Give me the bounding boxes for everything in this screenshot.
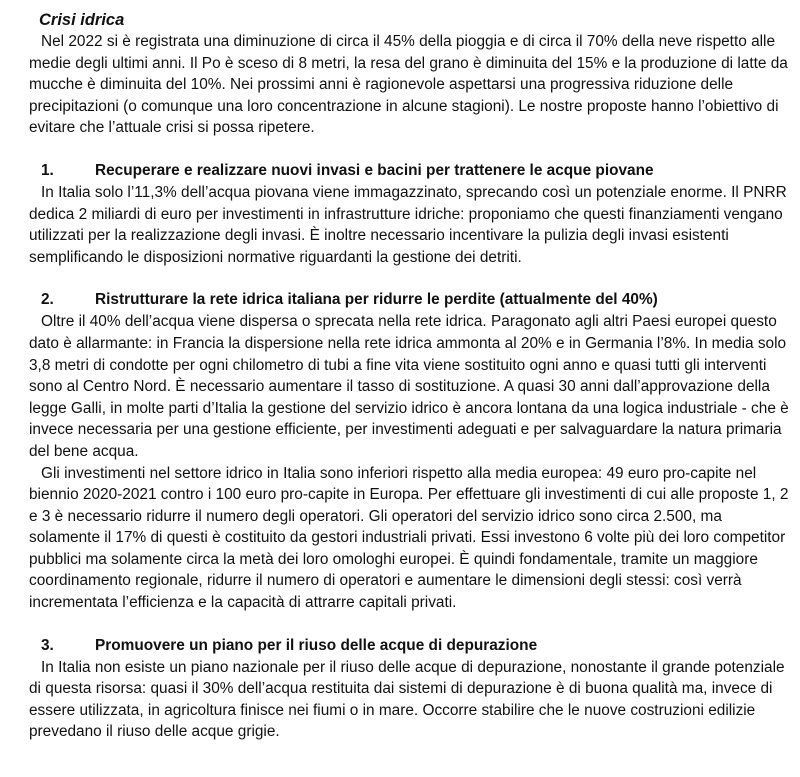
section-paragraph: Oltre il 40% dell’acqua viene dispersa o sprecata nella rete idrica. Paragonato agli altri Paesi europei questo dato è allarmante: in Francia la dispersione nella rete idrica ammonta al 20% e in Germania l’8%. In media solo 3,8 metri di condotte per ogni chilometro di tubi a fine vita viene sostituito ogni anno e quasi tutti gli interventi sono al Centro Nord. È necessario aumentare il tasso di sostituzione. A quasi 30 anni dall’approvazione della legge Galli, in molte parti d’Italia la gestione del servizio idrico è ancora lontana da una logica industriale - che è invece necessaria per una gestione efficiente, per investimenti adeguati e per salvaguardare la natura primaria del bene acqua.	[29, 313, 789, 460]
section-paragraph: In Italia non esiste un piano nazionale per il riuso delle acque di depurazione, nonostante il grande potenziale di questa risorsa: quasi il 30% dell’acqua restituita dai sistemi di depurazione è di buona qualità ma, invece di essere utilizzata, in agricoltura finisce nei fiumi o in mare. Occorre stabilire che le nuove costruzioni edilizie prevedano il riuso delle acque grigie.	[29, 658, 785, 741]
section-title: Ristrutturare la rete idrica italiana per ridurre le perdite (attualmente del 40%)	[95, 291, 658, 309]
section-1	[29, 160, 791, 268]
section-paragraph: In Italia solo l’11,3% dell’acqua piovana viene immagazzinato, sprecando così un potenziale enorme. Il PNRR dedica 2 miliardi di euro per investimenti in infrastrutture idriche: proponiamo che questi finanziamenti vengano utilizzati per la realizzazione degli invasi. È inoltre necessario incentivare la pulizia degli invasi esistenti semplificando le disposizioni normative riguardanti la gestione dei detriti.	[29, 183, 787, 266]
section-number: 3.	[41, 636, 54, 654]
section-3	[29, 635, 791, 743]
section-heading	[29, 635, 791, 657]
section-number: 1.	[41, 161, 54, 179]
section-paragraph: Gli investimenti nel settore idrico in Italia sono inferiori rispetto alla media europea: 49 euro pro-capite nel biennio 2020-2021 contro i 100 euro pro-capite in Europa. Per effettuare gli investimenti di cui alle proposte 1, 2 e 3 è necessario ridurre il numero degli operatori. Gli operatori del servizio idrico sono circa 2.500, ma solamente il 17% di questi è costituito da gestori industriali privati. Essi investono 6 volte più dei loro competitor pubblici ma solamente circa la metà dei loro omologhi europei. È quindi fondamentale, tramite un maggiore coordinamento regionale, ridurre il numero di operatori e aumentare le dimensioni degli stessi: così verrà incrementata l’efficienza e la capacità di attrarre capitali privati.	[29, 464, 789, 612]
section-title: Recuperare e realizzare nuovi invasi e bacini per trattenere le acque piovane	[95, 161, 654, 179]
section-number: 2.	[41, 291, 54, 309]
section-title: Promuovere un piano per il riuso delle acque di depurazione	[95, 636, 538, 654]
section-heading	[29, 160, 791, 182]
section-heading	[29, 289, 791, 311]
document-body	[29, 9, 791, 743]
document-title: Crisi idrica	[39, 11, 125, 29]
intro-paragraph: Nel 2022 si è registrata una diminuzione di circa il 45% della pioggia e di circa il 70% della neve rispetto alle medie degli ultimi anni. Il Po è sceso di 8 metri, la resa del grano è diminuita del 15% e la produzione di latte da mucche è diminuita del 10%. Nei prossimi anni è ragionevole aspettarsi una progressiva riduzione delle precipitazioni (o comunque una loro concentrazione in alcune stagioni). Le nostre proposte hanno l’obiettivo di evitare che l’attuale crisi si possa ripetere.	[29, 33, 788, 137]
section-2	[29, 289, 791, 613]
